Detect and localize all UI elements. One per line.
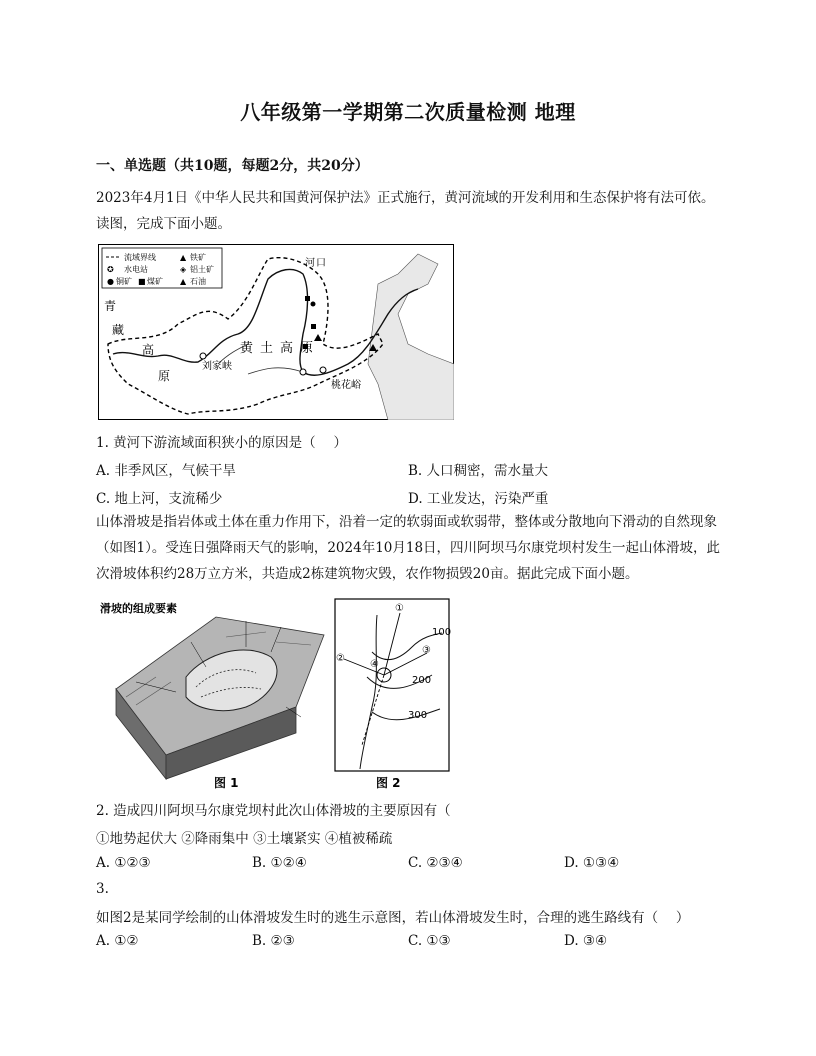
q3-option-c[interactable]: C. ①③ (408, 933, 451, 949)
route-label-3: ③ (422, 645, 431, 656)
label-qing: 青 (104, 299, 117, 313)
coal-mine-icon (305, 296, 310, 301)
hydropower-icon (300, 369, 306, 375)
label-yuan-1: 原 (158, 369, 171, 383)
legend-boundary-label: 流域界线 (124, 253, 156, 262)
q2-option-b[interactable]: B. ①②④ (252, 855, 307, 871)
escape-route-figure-2 (332, 597, 452, 793)
q2-stem: 2. 造成四川阿坝马尔康党坝村此次山体滑坡的主要原因有（ (96, 803, 451, 819)
coal-mine-icon (311, 324, 316, 329)
route-label-2: ② (336, 653, 345, 664)
label-yuan-2: 原 (300, 341, 314, 356)
q1-option-a[interactable]: A. 非季风区，气候干旱 (96, 463, 236, 479)
legend-hydro-icon: ✪ (107, 265, 114, 274)
q2-option-d[interactable]: D. ①③④ (564, 855, 620, 871)
contour-100: 100 (432, 627, 452, 638)
q2-option-a[interactable]: A. ①②③ (96, 855, 151, 871)
yellow-river-map (98, 244, 454, 420)
copper-mine-icon (311, 302, 316, 307)
label-zang: 藏 (112, 323, 125, 337)
q3-option-d[interactable]: D. ③④ (564, 933, 608, 949)
fig1-heading: 滑坡的组成要素 (100, 602, 177, 615)
hydropower-icon (200, 353, 206, 359)
label-he: 河 (305, 258, 315, 269)
legend-bauxite-label: 铝土矿 (190, 265, 214, 274)
label-huang: 黄 (240, 341, 254, 356)
contour-200: 200 (412, 675, 432, 686)
passage-landslide: 山体滑坡是指岩体或土体在重力作用下，沿着一定的软弱面或软弱带，整体或分散地向下滑动的自然现象（如图1）。受连日强降雨天气的影响，2024年10月18日，四川阿坝马尔康党坝村发生一起山体滑坡，此次滑坡体积约28万立方米，共造成2栋建筑物灾毁，农作物损毁20亩。据此完成下面小题。 (96, 514, 721, 582)
q1-stem: 1. 黄河下游流域面积狭小的原因是（ ） (96, 435, 347, 451)
legend-oil-icon: ▲ (180, 277, 187, 286)
legend-coal-icon: ■ (138, 277, 146, 286)
q3-option-a[interactable]: A. ①② (96, 933, 139, 949)
label-gao-2: 高 (280, 341, 294, 356)
legend-copper-label: 铜矿 (116, 277, 132, 286)
legend-bauxite-icon: ◈ (180, 265, 187, 274)
fig2-caption: 图 2 (376, 776, 401, 790)
q3-option-b[interactable]: B. ②③ (252, 933, 295, 949)
legend-iron-label: 铁矿 (190, 253, 206, 262)
hydropower-icon (320, 367, 326, 373)
legend-copper-icon: ● (107, 277, 114, 286)
legend-iron-icon: ▲ (180, 253, 187, 262)
fig1-caption: 图 1 (214, 776, 239, 790)
q1-option-c[interactable]: C. 地上河，支流稀少 (96, 491, 223, 507)
contour-300: 300 (408, 710, 428, 721)
q1-option-b[interactable]: B. 人口稠密，需水量大 (408, 463, 549, 479)
label-liujiaxia: 刘家峡 (202, 361, 232, 372)
q3-number: 3. (96, 881, 109, 897)
q3-stem: 如图2是某同学绘制的山体滑坡发生时的逃生示意图，若山体滑坡发生时，合理的逃生路线有（ ） (96, 910, 690, 926)
legend-hydro-label: 水电站 (124, 265, 148, 274)
q1-option-d[interactable]: D. 工业发达，污染严重 (408, 491, 549, 507)
label-tu: 土 (260, 341, 274, 356)
landslide-figure-1 (96, 597, 328, 793)
route-label-4: ④ (370, 659, 379, 670)
page-title: 八年级第一学期第二次质量检测 地理 (240, 100, 576, 124)
passage-yellow-river: 2023年4月1日《中华人民共和国黄河保护法》正式施行，黄河流域的开发利用和生态保护将有法可依。读图，完成下面小题。 (96, 190, 715, 232)
section-heading: 一、单选题（共10题，每题2分，共20分） (96, 158, 369, 174)
q2-factors: ①地势起伏大 ②降雨集中 ③土壤紧实 ④植被稀疏 (96, 831, 393, 847)
label-taohuayu: 桃花峪 (331, 380, 361, 391)
q2-option-c[interactable]: C. ②③④ (408, 855, 463, 871)
label-kou: 口 (316, 258, 326, 269)
legend-coal-label: 煤矿 (147, 277, 163, 286)
legend-oil-label: 石油 (190, 277, 206, 286)
route-label-1: ① (395, 603, 404, 614)
label-gao-1: 高 (142, 343, 155, 357)
